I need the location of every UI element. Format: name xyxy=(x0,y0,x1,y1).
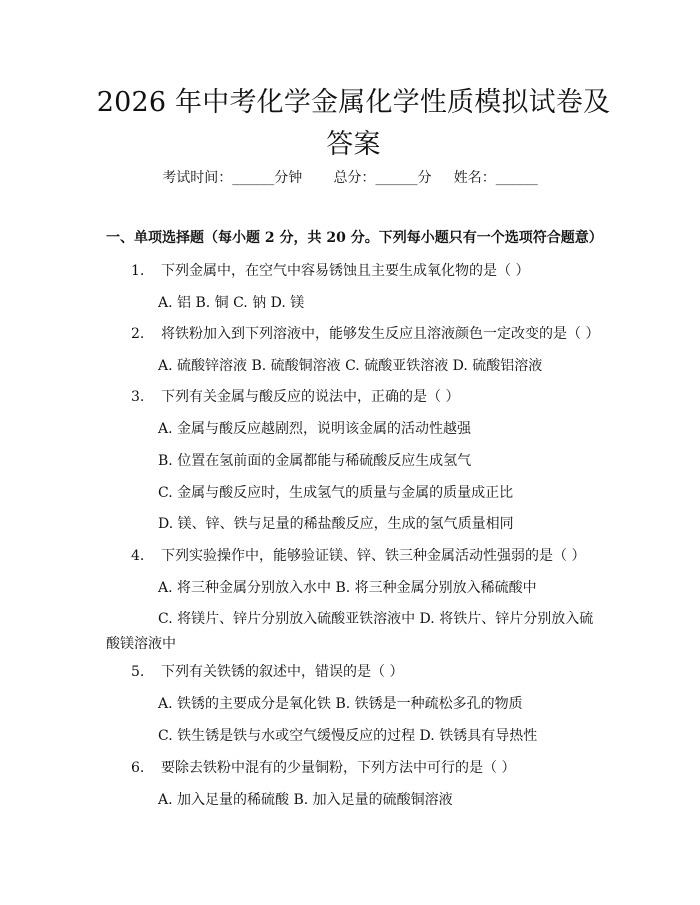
question-text: 下列金属中，在空气中容易锈蚀且主要生成氧化物的是（ ） xyxy=(161,263,530,279)
name-blank: ______ xyxy=(495,170,538,186)
question-4 xyxy=(131,545,585,567)
total-score-blank: ______ xyxy=(375,170,418,186)
score-unit: 分 xyxy=(417,170,432,186)
name-label: 姓名： xyxy=(453,170,496,186)
question-text: 下列有关金属与酸反应的说法中，正确的是（ ） xyxy=(161,389,460,405)
page-title: 2026 年中考化学金属化学性质模拟试卷及答案 xyxy=(96,87,611,160)
question-text: 将铁粉加入到下列溶液中，能够发生反应且溶液颜色一定改变的是（ ） xyxy=(161,326,600,342)
question-4-options-ab: A. 将三种金属分别放入水中 B. 将三种金属分别放入稀硫酸中 xyxy=(158,580,537,596)
question-1 xyxy=(131,260,529,282)
question-number: 2. xyxy=(131,326,145,342)
exam-time-blank: ______ xyxy=(232,170,275,186)
total-score-label: 总分： xyxy=(333,170,376,186)
question-3-option-c: C. 金属与酸反应时，生成氢气的质量与金属的质量成正比 xyxy=(158,485,514,501)
question-number: 6. xyxy=(131,760,145,776)
exam-info-line xyxy=(0,168,700,188)
question-number: 3. xyxy=(131,389,145,405)
question-5-options-ab: A. 铁锈的主要成分是氧化铁 B. 铁锈是一种疏松多孔的物质 xyxy=(158,696,523,712)
question-5-options-cd: C. 铁生锈是铁与水或空气缓慢反应的过程 D. 铁锈具有导热性 xyxy=(158,728,538,744)
question-3-option-b: B. 位置在氢前面的金属都能与稀硫酸反应生成氢气 xyxy=(158,453,472,469)
question-5 xyxy=(131,661,403,683)
question-4-options-cd-text: C. 将镁片、锌片分别放入硫酸亚铁溶液中 D. 将铁片、锌片分别放入硫酸镁溶液中 xyxy=(106,611,594,652)
question-1-options: A. 铝 B. 铜 C. 钠 D. 镁 xyxy=(158,295,305,311)
question-2-options: A. 硫酸锌溶液 B. 硫酸铜溶液 C. 硫酸亚铁溶液 D. 硫酸铝溶液 xyxy=(158,358,543,374)
question-6-options: A. 加入足量的稀硫酸 B. 加入足量的硫酸铜溶液 xyxy=(158,792,453,808)
question-number: 4. xyxy=(131,548,145,564)
question-3-option-d: D. 镁、锌、铁与足量的稀盐酸反应，生成的氢气质量相同 xyxy=(158,516,514,532)
question-3 xyxy=(131,386,459,408)
question-text: 下列实验操作中，能够验证镁、锌、铁三种金属活动性强弱的是（ ） xyxy=(161,548,586,564)
minutes-unit: 分钟 xyxy=(274,170,303,186)
question-2 xyxy=(131,323,599,345)
question-text: 下列有关铁锈的叙述中，错误的是（ ） xyxy=(161,664,404,680)
section-heading: 一、单项选择题（每小题 2 分，共 20 分。下列每小题只有一个选项符合题意） xyxy=(106,230,603,246)
question-4-options-cd xyxy=(106,607,596,657)
question-text: 要除去铁粉中混有的少量铜粉，下列方法中可行的是（ ） xyxy=(161,760,516,776)
question-3-option-a: A. 金属与酸反应越剧烈，说明该金属的活动性越强 xyxy=(158,421,472,437)
question-number: 5. xyxy=(131,664,145,680)
question-number: 1. xyxy=(131,263,145,279)
exam-time-label: 考试时间： xyxy=(162,170,233,186)
question-6 xyxy=(131,757,515,779)
